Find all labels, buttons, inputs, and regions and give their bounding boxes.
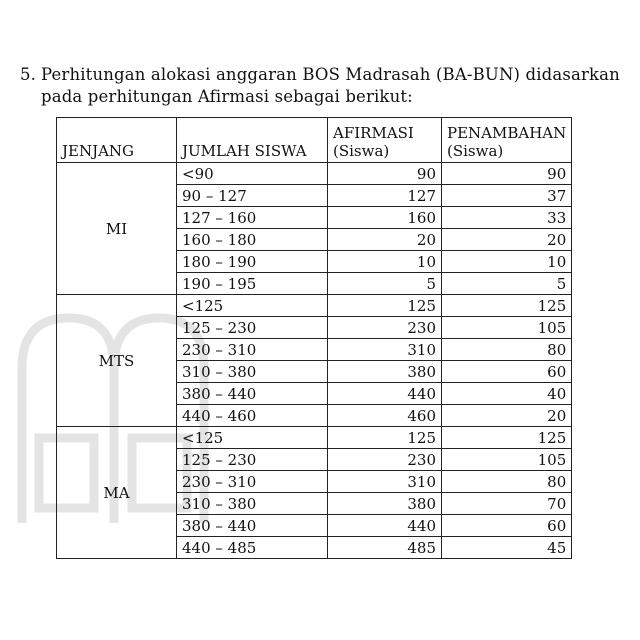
penambahan-cell: 20 (442, 405, 572, 427)
range-cell: 380 – 440 (177, 515, 328, 537)
jenjang-cell: MA (57, 427, 177, 559)
header-jenjang: JENJANG (57, 118, 177, 163)
afirmasi-cell: 485 (328, 537, 442, 559)
afirmasi-cell: 380 (328, 361, 442, 383)
range-cell: 125 – 230 (177, 449, 328, 471)
afirmasi-cell: 460 (328, 405, 442, 427)
range-cell: 160 – 180 (177, 229, 328, 251)
range-cell: <90 (177, 163, 328, 185)
list-number: 5. (20, 65, 37, 84)
range-cell: 180 – 190 (177, 251, 328, 273)
header-afirmasi: AFIRMASI (Siswa) (328, 118, 442, 163)
afirmasi-cell: 5 (328, 273, 442, 295)
intro-line-2: pada perhitungan Afirmasi sebagai berikut: (41, 87, 413, 106)
penambahan-cell: 105 (442, 317, 572, 339)
afirmasi-cell: 230 (328, 449, 442, 471)
range-cell: 125 – 230 (177, 317, 328, 339)
penambahan-cell: 37 (442, 185, 572, 207)
penambahan-cell: 5 (442, 273, 572, 295)
penambahan-cell: 10 (442, 251, 572, 273)
range-cell: 230 – 310 (177, 339, 328, 361)
afirmasi-cell: 380 (328, 493, 442, 515)
penambahan-cell: 105 (442, 449, 572, 471)
table-header-row (57, 118, 572, 163)
afirmasi-cell: 440 (328, 383, 442, 405)
afirmasi-cell: 125 (328, 427, 442, 449)
jenjang-cell: MI (57, 163, 177, 295)
table-row (57, 163, 572, 185)
afirmasi-cell: 125 (328, 295, 442, 317)
afirmasi-cell: 310 (328, 471, 442, 493)
range-cell: 310 – 380 (177, 361, 328, 383)
penambahan-cell: 90 (442, 163, 572, 185)
range-cell: 380 – 440 (177, 383, 328, 405)
afirmasi-cell: 440 (328, 515, 442, 537)
header-penambahan: PENAMBAHAN (Siswa) (442, 118, 572, 163)
afirmasi-cell: 90 (328, 163, 442, 185)
afirmasi-cell: 160 (328, 207, 442, 229)
afirmasi-cell: 310 (328, 339, 442, 361)
range-cell: 190 – 195 (177, 273, 328, 295)
header-jumlah-siswa: JUMLAH SISWA (177, 118, 328, 163)
range-cell: 440 – 460 (177, 405, 328, 427)
jenjang-cell: MTS (57, 295, 177, 427)
range-cell: <125 (177, 427, 328, 449)
afirmasi-cell: 20 (328, 229, 442, 251)
range-cell: <125 (177, 295, 328, 317)
penambahan-cell: 80 (442, 339, 572, 361)
afirmasi-cell: 10 (328, 251, 442, 273)
intro-line-1: Perhitungan alokasi anggaran BOS Madrasah (BA-BUN) didasarkan (41, 65, 620, 84)
penambahan-cell: 80 (442, 471, 572, 493)
range-cell: 90 – 127 (177, 185, 328, 207)
penambahan-cell: 70 (442, 493, 572, 515)
range-cell: 230 – 310 (177, 471, 328, 493)
penambahan-cell: 20 (442, 229, 572, 251)
penambahan-cell: 125 (442, 427, 572, 449)
afirmasi-table (56, 117, 572, 559)
table-row (57, 427, 572, 449)
afirmasi-cell: 127 (328, 185, 442, 207)
penambahan-cell: 60 (442, 361, 572, 383)
range-cell: 310 – 380 (177, 493, 328, 515)
afirmasi-cell: 230 (328, 317, 442, 339)
penambahan-cell: 40 (442, 383, 572, 405)
penambahan-cell: 125 (442, 295, 572, 317)
penambahan-cell: 60 (442, 515, 572, 537)
range-cell: 127 – 160 (177, 207, 328, 229)
penambahan-cell: 45 (442, 537, 572, 559)
penambahan-cell: 33 (442, 207, 572, 229)
table-row (57, 295, 572, 317)
range-cell: 440 – 485 (177, 537, 328, 559)
